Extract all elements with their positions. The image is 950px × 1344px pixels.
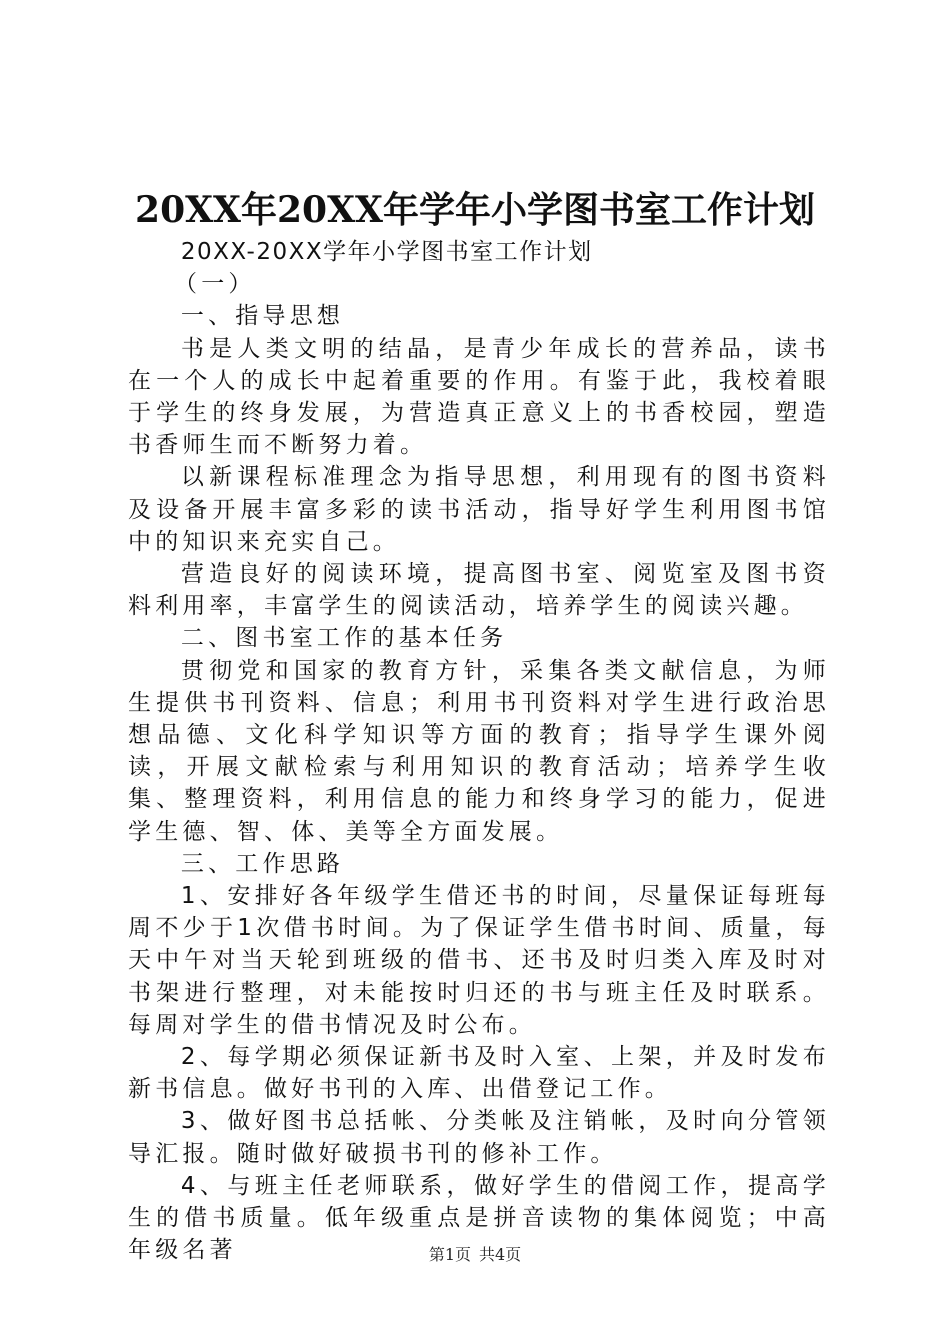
body-paragraph: 书是人类文明的结晶，是青少年成长的营养品，读书在一个人的成长中起着重要的作用。有鉴于此，我校着眼于学生的终身发展，为营造真正意义上的书香校园，塑造书香师生而不断努力着。 [128, 335, 830, 459]
page-total: 共4页 [479, 1245, 522, 1264]
document-body [128, 236, 830, 1267]
page-footer [0, 1244, 950, 1266]
body-paragraph: 贯彻党和国家的教育方针，采集各类文献信息，为师生提供书刊资料、信息；利用书刊资料对学生进行政治思想品德、文化科学知识等方面的教育；指导学生课外阅读，开展文献检索与利用知识的教育活动；培养学生收集、整理资料，利用信息的能力和终身学习的能力，促进学生德、智、体、美等全方面发展。 [128, 657, 830, 845]
section-heading-work-approach: 三、工作思路 [180, 850, 345, 877]
list-item: 3、做好图书总括帐、分类帐及注销帐，及时向分管领导汇报。随时做好破损书刊的修补工作。 [128, 1108, 830, 1167]
body-paragraph: 营造良好的阅读环境，提高图书室、阅览室及图书资料利用率，丰富学生的阅读活动，培养学生的阅读兴趣。 [128, 561, 830, 620]
list-item: 2、每学期必须保证新书及时入室、上架，并及时发布新书信息。做好书刊的入库、出借登记工作。 [128, 1044, 830, 1103]
section-heading-basic-tasks: 二、图书室工作的基本任务 [180, 625, 508, 652]
subtitle-paragraph: 20XX-20XX学年小学图书室工作计划 [180, 239, 593, 265]
list-item: 4、与班主任老师联系，做好学生的借阅工作，提高学生的借书质量。低年级重点是拼音读物的集体阅览；中高年级名著 [128, 1172, 830, 1264]
page-number: 第1页 [428, 1245, 471, 1264]
list-item: 1、安排好各年级学生借还书的时间，尽量保证每班每周不少于1次借书时间。为了保证学生借书时间、质量，每天中午对当天轮到班级的借书、还书及时归类入库及时对书架进行整理，对未能按时归还的书与班主任及时联系。每周对学生的借书情况及时公布。 [128, 883, 830, 1038]
body-paragraph: 以新课程标准理念为指导思想，利用现有的图书资料及设备开展丰富多彩的读书活动，指导好学生利用图书馆中的知识来充实自己。 [128, 464, 830, 555]
section-heading-guiding-ideology: 一、指导思想 [180, 303, 345, 330]
document-title: 20XX年20XX年学年小学图书室工作计划 [135, 189, 815, 231]
section-number: （一） [174, 271, 256, 298]
